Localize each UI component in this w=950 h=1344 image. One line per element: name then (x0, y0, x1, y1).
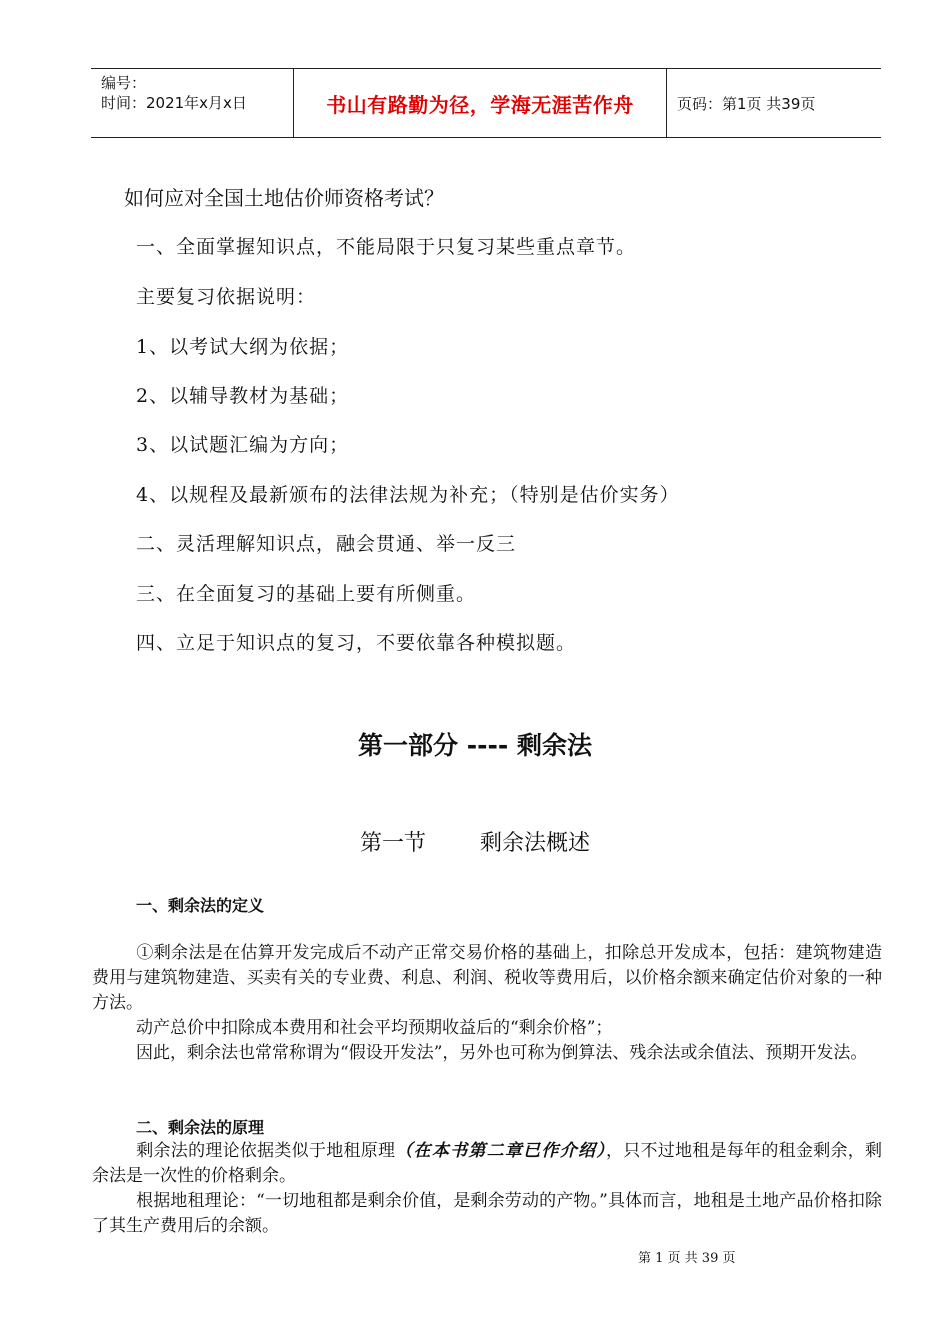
page-header (91, 68, 881, 138)
header-motto: 书山有路勤为径，学海无涯苦作舟 (293, 69, 667, 137)
basis-item: 3、以试题汇编为方向； (136, 434, 350, 456)
definition-text: ①剩余法是在估算开发完成后不动产正常交易价格的基础上，扣除总开发成本，包括：建筑物建造费用与建筑物建造、买卖有关的专业费、利息、利润、税收等费用后，以价格余额来确定估价对象的一种方法。 (92, 943, 882, 1013)
principle-note: （在本书第二章已作介绍） (395, 1141, 606, 1161)
principle-paragraph-2 (92, 1189, 882, 1239)
basis-item: 2、以辅导教材为基础； (136, 385, 350, 407)
basis-item: 4、以规程及最新颁布的法律法规为补充；（特别是估价实务） (136, 484, 680, 506)
principle-text: 剩余法的理论依据类似于地租原理 (136, 1141, 396, 1161)
time-label: 时间：2021年x月x日 (101, 94, 247, 112)
intro-point-1: 一、全面掌握知识点，不能局限于只复习某些重点章节。 (136, 236, 637, 258)
section-title (0, 826, 950, 857)
basis-item: 1、以考试大纲为依据； (136, 336, 350, 358)
intro-point-2: 二、灵活理解知识点，融会贯通、举一反三 (136, 533, 517, 555)
header-page-label: 页码：第1页 共39页 (677, 94, 816, 113)
definition-paragraph-2 (92, 1016, 882, 1041)
code-label: 编号： (101, 74, 147, 92)
principle-heading: 二、剩余法的原理 (136, 1118, 265, 1137)
part-title: 第一部分 ---- 剩余法 (358, 731, 592, 760)
definition-text: 因此，剩余法也常常称谓为“假设开发法”，另外也可称为倒算法、残余法或余值法、预期开发法。 (136, 1043, 868, 1063)
definition-paragraph-3 (92, 1041, 882, 1066)
definition-text: 动产总价中扣除成本费用和社会平均预期收益后的“剩余价格”； (136, 1018, 613, 1038)
intro-point-3: 三、在全面复习的基础上要有所侧重。 (136, 583, 477, 605)
definition-paragraph-1 (92, 941, 882, 1016)
page-footer: 第 1 页 共 39 页 (638, 1251, 736, 1266)
header-meta (91, 69, 293, 137)
principle-text: ，只不过地租是每年的租金剩余，剩余法是一次性的价格剩余。 (92, 1141, 883, 1186)
basis-title: 主要复习依据说明： (136, 286, 317, 308)
section-name: 剩余法概述 (480, 831, 591, 856)
intro-point-4: 四、立足于知识点的复习，不要依靠各种模拟题。 (136, 632, 577, 654)
principle-text: 根据地租理论：“一切地租都是剩余价值，是剩余劳动的产物。”具体而言，地租是土地产品价格扣除了其生产费用后的余额。 (92, 1191, 882, 1236)
intro-question: 如何应对全国土地估价师资格考试？ (124, 186, 444, 210)
definition-heading: 一、剩余法的定义 (136, 896, 265, 915)
principle-paragraph-1 (92, 1139, 882, 1189)
section-number: 第一节 (359, 831, 426, 856)
